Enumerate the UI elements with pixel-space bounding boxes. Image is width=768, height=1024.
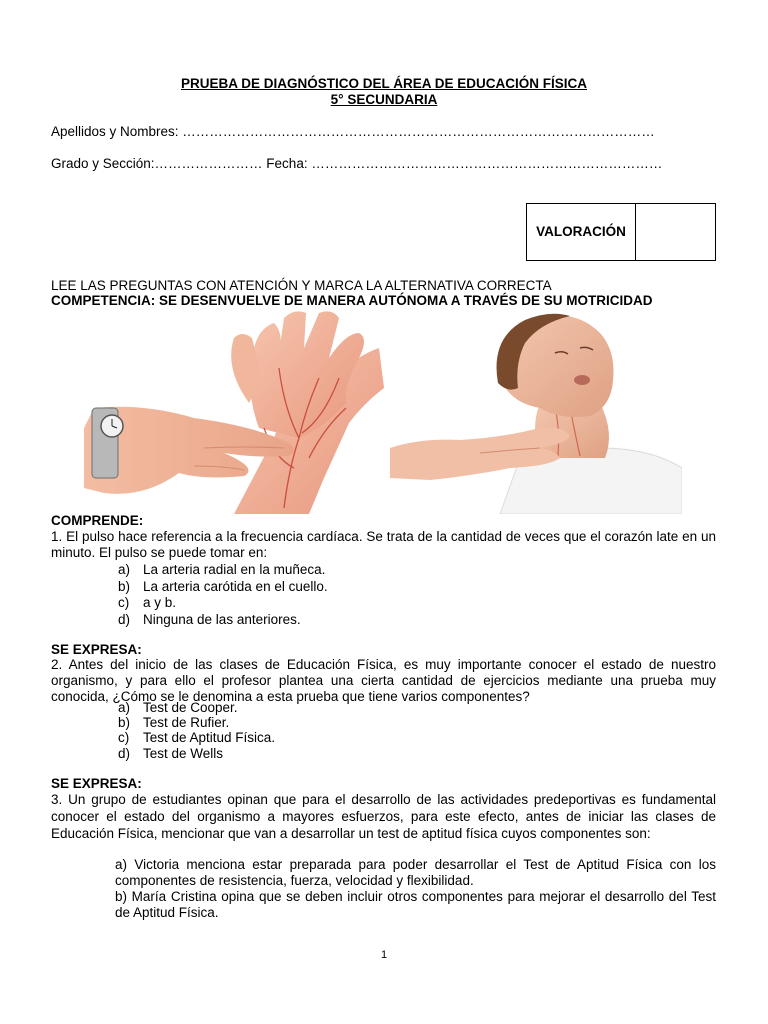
q3-section-heading: SE EXPRESA:: [51, 776, 142, 791]
q3-statement-b: b) María Cristina opina que se deben incluir otros componentes para mejorar el desarrollo del Test de Aptitud Física.: [115, 889, 716, 921]
document-title: PRUEBA DE DIAGNÓSTICO DEL ÁREA DE EDUCACIÓN FÍSICA: [180, 76, 588, 91]
q2-option-d[interactable]: d) Test de Wells: [118, 746, 224, 761]
q2-section-heading: SE EXPRESA:: [51, 642, 142, 657]
valoracion-box: [526, 203, 716, 261]
grade-date-field: Grado y Sección:…………………… Fecha: ……………………………………………………………………: [51, 156, 663, 171]
q1-option-a[interactable]: a) La arteria radial en la muñeca.: [118, 562, 326, 577]
q3-text: 3. Un grupo de estudiantes opinan que para el desarrollo de las actividades predeportivas es fundamental conocer el estado del organismo a mayores esfuerzos, para este efecto, antes de iniciar las clases de Educación Física, mencionar que van a desarrollar un test de aptitud física cuyos componentes son:: [51, 792, 716, 841]
neck-pulse-illustration: [390, 308, 682, 514]
competencia-heading: COMPETENCIA: SE DESENVUELVE DE MANERA AUTÓNOMA A TRAVÉS DE SU MOTRICIDAD: [51, 293, 653, 308]
q3-statement-a: a) Victoria menciona estar preparada para poder desarrollar el Test de Aptitud Física con los componentes de resistencia, fuerza, velocidad y flexibilidad.: [115, 857, 716, 889]
instructions: LEE LAS PREGUNTAS CON ATENCIÓN Y MARCA LA ALTERNATIVA CORRECTA: [51, 278, 552, 293]
q1-section-heading: COMPRENDE:: [51, 513, 144, 528]
q1-option-b[interactable]: b) La arteria carótida en el cuello.: [118, 579, 328, 594]
q1-option-d[interactable]: d) Ninguna de las anteriores.: [118, 612, 301, 627]
q2-option-b[interactable]: b) Test de Rufier.: [118, 715, 230, 730]
names-field: Apellidos y Nombres: ……………………………………………………………………………………………: [51, 124, 655, 139]
valoracion-label: VALORACIÓN: [527, 204, 636, 260]
q1-text: 1. El pulso hace referencia a la frecuencia cardíaca. Se trata de la cantidad de veces que el corazón late en un minuto. El pulso se puede tomar en:: [51, 529, 716, 561]
q2-text: 2. Antes del inicio de las clases de Educación Física, es muy importante conocer el estado de nuestro organismo, y para ello el profesor plantea una cierta cantidad de ejercicios mediante una prueba muy conocida, ¿Cómo se le denomina a esta prueba que tiene varios componentes?: [51, 657, 716, 705]
q2-option-a[interactable]: a) Test de Cooper.: [118, 700, 238, 715]
wrist-pulse-illustration: [84, 308, 384, 514]
q2-option-c[interactable]: c) Test de Aptitud Física.: [118, 730, 276, 745]
valoracion-score-cell: [636, 204, 715, 260]
q1-option-c[interactable]: c) a y b.: [118, 595, 177, 610]
page-number: 1: [380, 949, 388, 961]
document-subtitle: 5° SECUNDARIA: [330, 92, 438, 107]
